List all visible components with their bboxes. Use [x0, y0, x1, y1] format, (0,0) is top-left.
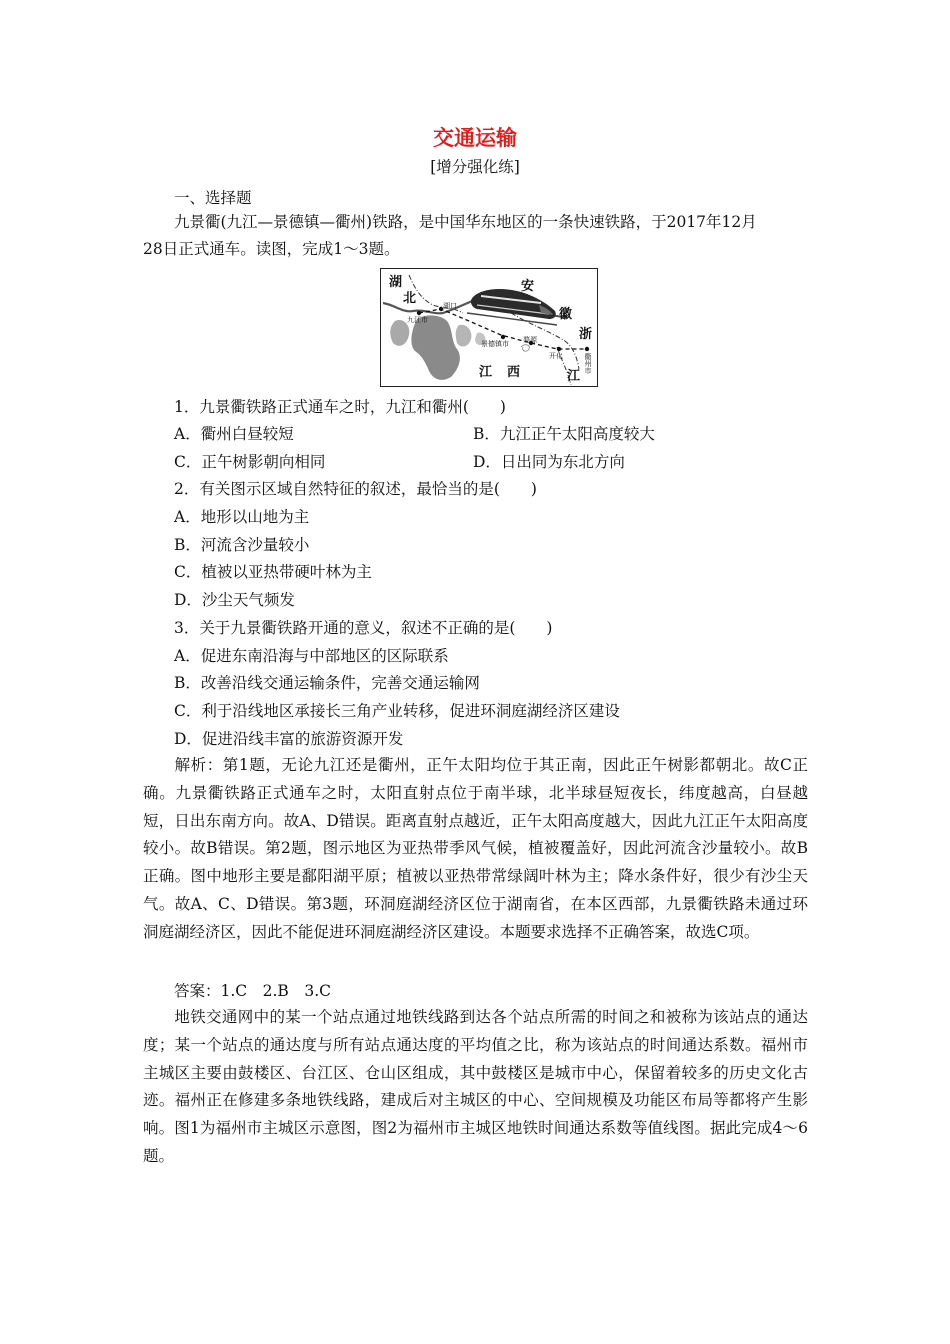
q1-option-a: A．衢州白昼较短: [174, 425, 294, 443]
q2-option-b: B．河流含沙量较小: [174, 536, 310, 554]
q1-option-d: D．日出同为东北方向: [473, 453, 625, 471]
page-title: 交通运输: [433, 126, 517, 150]
map-label-jiang2: 江: [567, 369, 581, 384]
analysis-paragraph: [143, 752, 808, 947]
intro1-line2: 28日正式通车。读图，完成1～3题。: [143, 240, 400, 258]
map-city-quzhou: 衢州市: [584, 353, 592, 374]
map-city-jingdezhen: 景德镇市: [481, 340, 509, 348]
map-label-zhe: 浙: [579, 327, 593, 342]
q3-option-a: A．促进东南沿海与中部地区的区际联系: [174, 647, 449, 665]
map-label-jiang: 江: [479, 365, 493, 380]
map-city-jiujiang: 九江市: [407, 316, 428, 324]
q2-option-a: A．地形以山地为主: [174, 508, 310, 526]
q2-option-c: C．植被以亚热带硬叶林为主: [174, 563, 372, 581]
intro1-line1: 九景衢(九江—景德镇—衢州)铁路，是中国华东地区的一条快速铁路，于2017年12月: [174, 213, 757, 231]
map-label-xi: 西: [507, 365, 521, 380]
map-label-hu: 湖: [389, 275, 403, 290]
answer-line: 答案：1.C 2.B 3.C: [174, 982, 331, 1000]
q2-option-d: D．沙尘天气频发: [174, 591, 295, 609]
train-icon: [467, 289, 557, 325]
section-heading: 一、选择题: [174, 189, 252, 207]
map-label-an: 安: [521, 279, 535, 294]
scenic-mark: [521, 345, 529, 351]
q3-option-c: C．利于沿线地区承接长三角产业转移，促进环洞庭湖经济区建设: [174, 702, 620, 720]
lake-east: [456, 325, 472, 347]
q2-stem: 2．有关图示区域自然特征的叙述，最恰当的是( ): [174, 480, 537, 498]
city-quzhou: [585, 347, 589, 351]
q1-option-b: B．九江正午太阳高度较大: [473, 425, 655, 443]
map-city-kaihua: 开化: [549, 352, 563, 360]
q3-option-d: D．促进沿线丰富的旅游资源开发: [174, 730, 404, 748]
intro2-text: 地铁交通网中的某一个站点通过地铁线路到达各个站点所需的时间之和被称为该站点的通达度；某一个站点的通达度与所有站点通达度的平均值之比，称为该站点的时间通达系数。福州市主城区主要由鼓楼区、台江区、仓山区组成，其中鼓楼区是城市中心，保留着较多的历史文化古迹。福州正在修建多条地铁线路，建成后对主城区的中心、空间规模及功能区布局等都将产生影响。图1为福州市主城区示意图，图2为福州市主城区地铁时间通达系数等值线图。据此完成4～6题。: [143, 1008, 808, 1165]
map-city-wuyuan: 婺源: [523, 336, 537, 344]
map-city-hukou: 湖口: [443, 302, 457, 310]
q1-stem: 1．九景衢铁路正式通车之时，九江和衢州( ): [174, 398, 506, 416]
railway-map-figure: [380, 268, 598, 387]
intro2-paragraph: [143, 1004, 808, 1171]
q3-option-b: B．改善沿线交通运输条件，完善交通运输网: [174, 674, 480, 692]
map-label-bei: 北: [403, 291, 417, 306]
poyang-lake: [411, 315, 460, 380]
page-subtitle: [增分强化练]: [430, 158, 520, 176]
q3-stem: 3．关于九景衢铁路开通的意义，叙述不正确的是( ): [174, 619, 553, 637]
map-label-hui: 徽: [559, 307, 573, 322]
q1-option-c: C．正午树影朝向相同: [174, 453, 326, 471]
analysis-text: 解析：第1题，无论九江还是衢州，正午太阳均位于其正南，因此正午树影都朝北。故C正确。九景衢铁路正式通车之时，太阳直射点位于南半球，北半球昼短夜长，纬度越高，白昼越短，日出东南方向。故A、D错误。距离直射点越近，正午太阳高度越大，因此九江正午太阳高度较小。故B错误。第2题，图示地区为亚热带季风气候，植被覆盖好，因此河流含沙量较小。故B正确。图中地形主要是鄱阳湖平原；植被以亚热带常绿阔叶林为主；降水条件好，很少有沙尘天气。故A、C、D错误。第3题，环洞庭湖经济区位于湖南省，在本区西部，九景衢铁路未通过环洞庭湖经济区，因此不能促进环洞庭湖经济区建设。本题要求选择不正确答案，故选C项。: [143, 756, 808, 941]
